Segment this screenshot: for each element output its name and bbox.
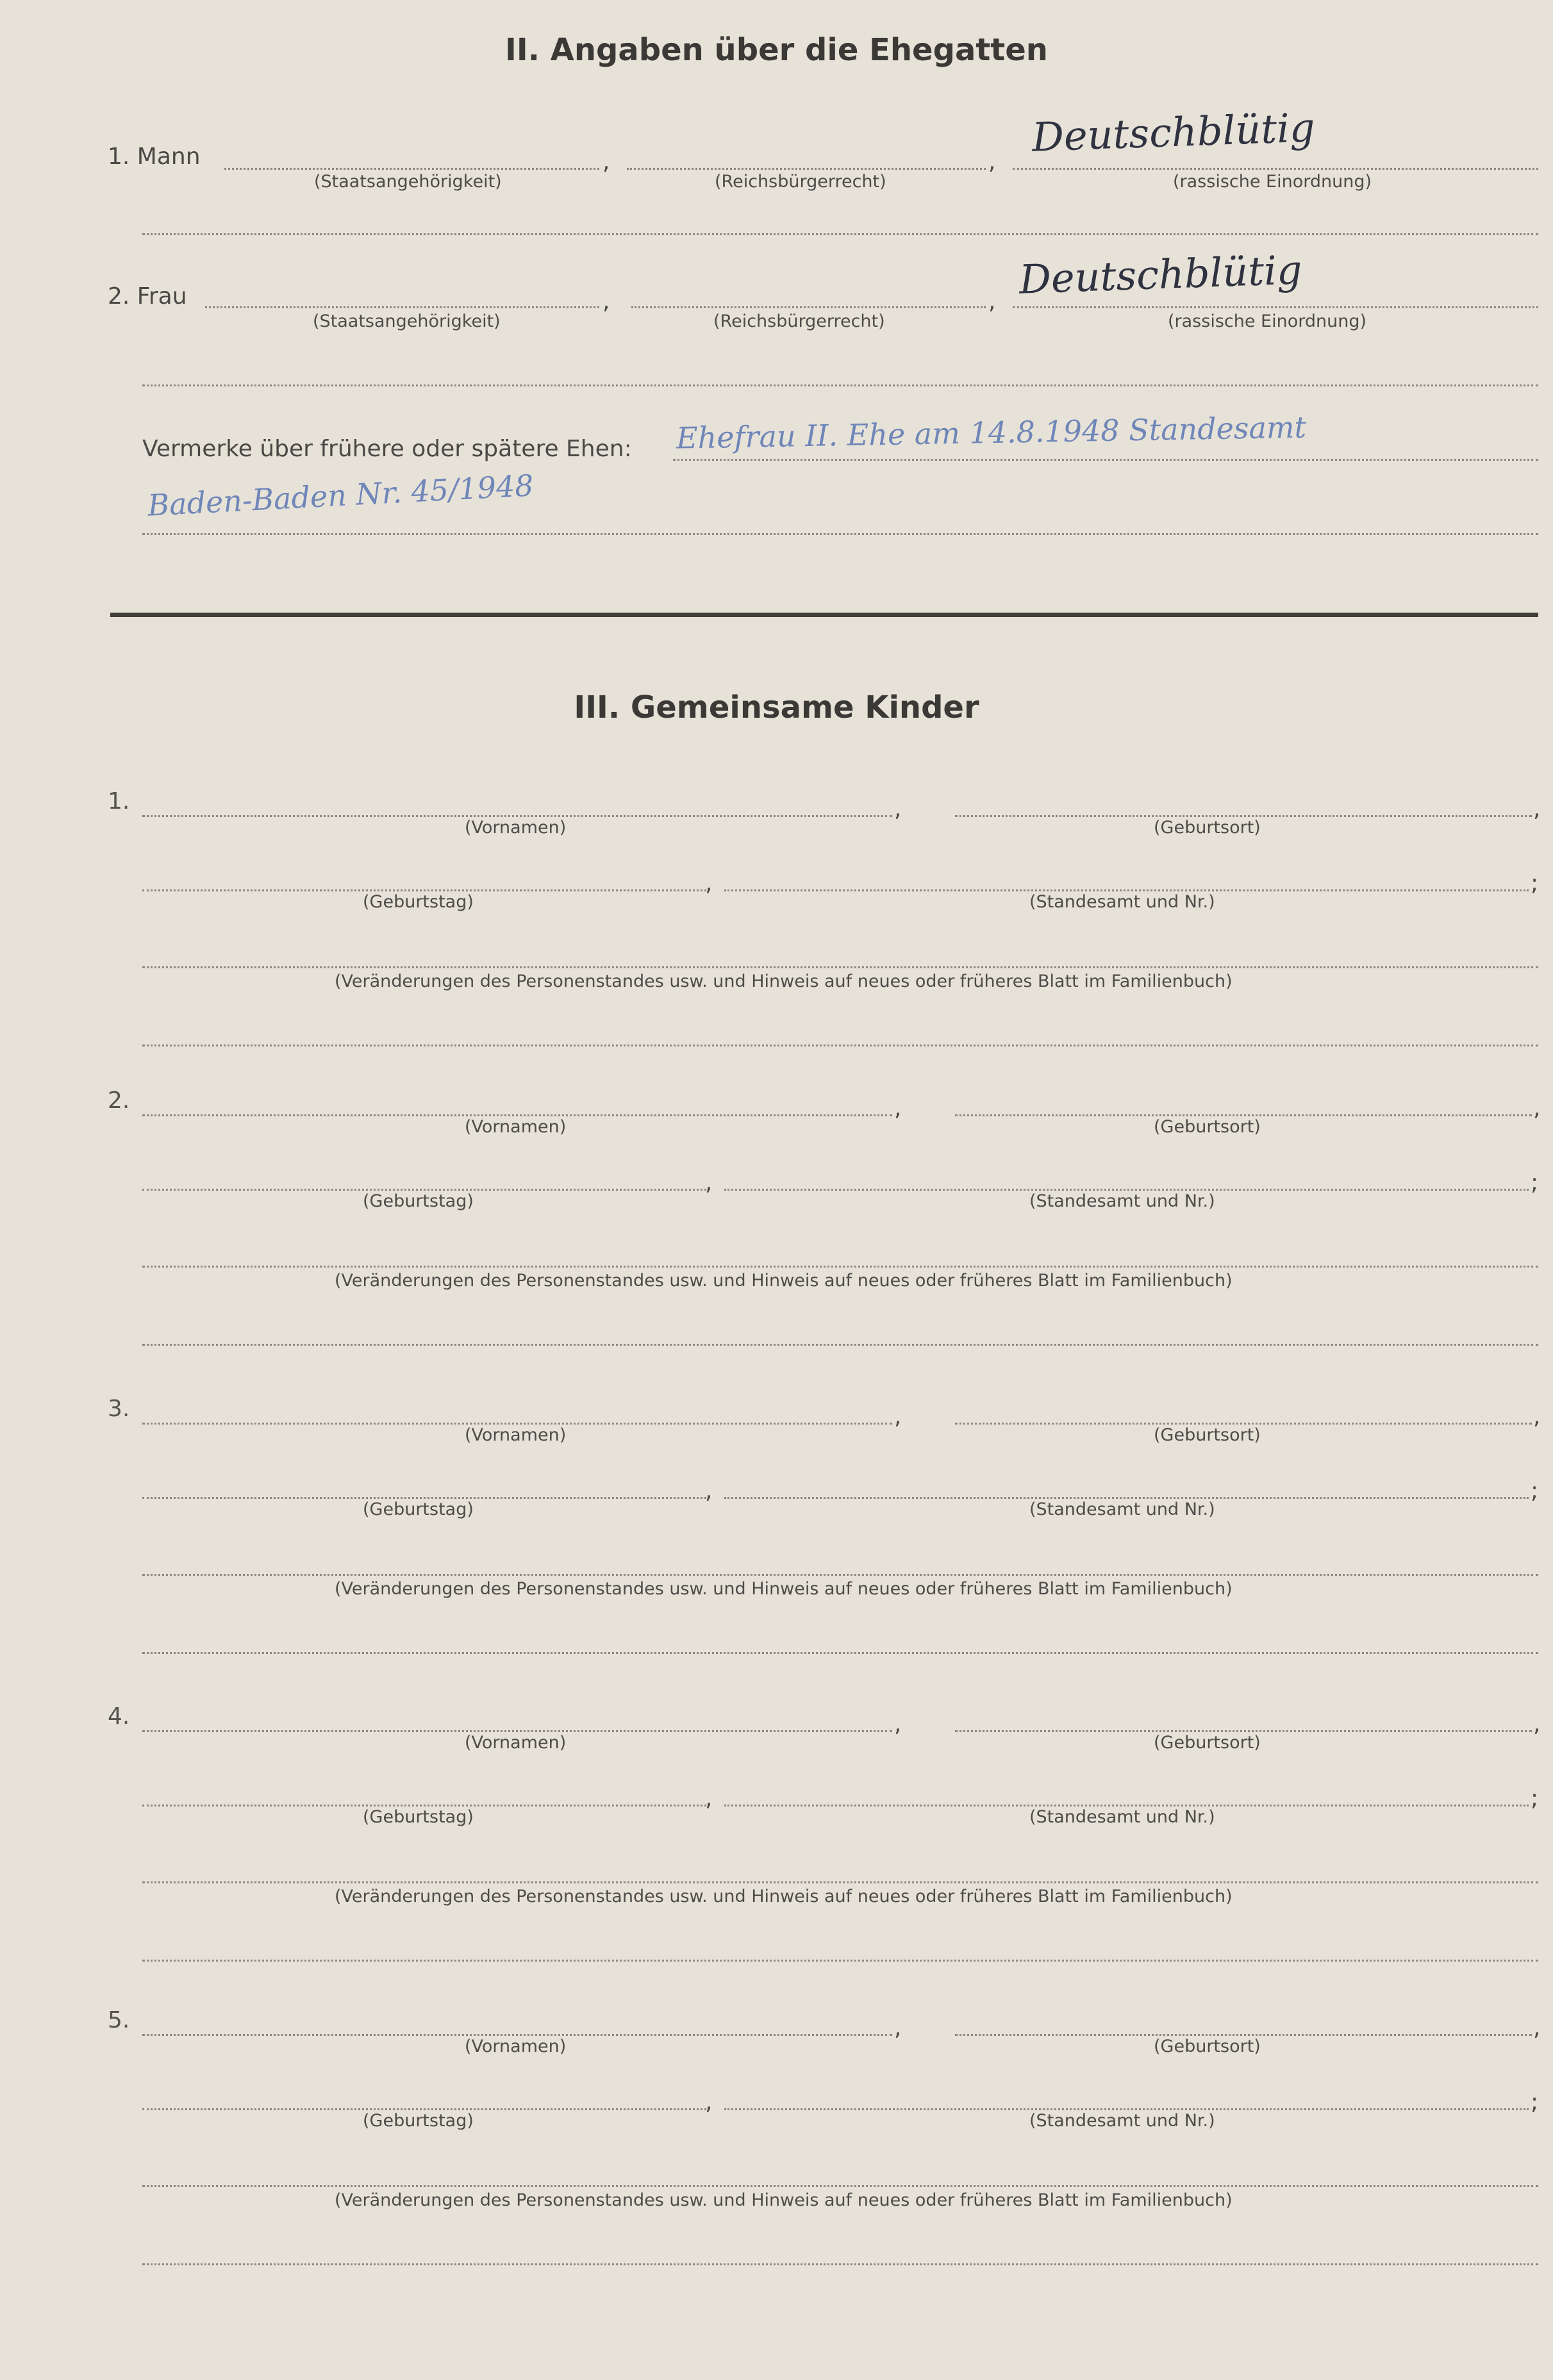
comma: , xyxy=(602,288,610,315)
semicolon: ; xyxy=(1531,870,1539,897)
caption-geburtstag: (Geburtstag) xyxy=(363,2111,474,2131)
child-number: 1. xyxy=(108,788,130,814)
comma: , xyxy=(602,149,610,175)
caption-geburtstag: (Geburtstag) xyxy=(363,1191,474,1211)
comma: , xyxy=(894,1095,902,1121)
frau-reich-field[interactable] xyxy=(631,306,986,308)
child-geburtstag-field[interactable] xyxy=(142,889,706,891)
comma: , xyxy=(894,1711,902,1737)
comma: , xyxy=(705,1478,713,1504)
caption-geburtsort: (Geburtsort) xyxy=(1154,1117,1261,1137)
frau-extra-line[interactable] xyxy=(142,384,1538,386)
child-vornamen-field[interactable] xyxy=(142,815,892,817)
child-extra-line[interactable] xyxy=(142,1652,1538,1654)
caption-vornamen: (Vornamen) xyxy=(465,1425,567,1445)
caption-vornamen: (Vornamen) xyxy=(465,2037,567,2056)
frau-staat-field[interactable] xyxy=(205,306,599,308)
caption-standesamt: (Standesamt und Nr.) xyxy=(1029,1191,1215,1211)
comma: , xyxy=(705,1169,713,1196)
caption-veraenderungen: (Veränderungen des Personenstandes usw. und Hinweis auf neues oder früheres Blatt im Familienbuch) xyxy=(335,1579,1233,1599)
comma: , xyxy=(1533,2015,1541,2041)
comma: , xyxy=(705,2089,713,2115)
vermerke-handwriting-1: Ehefrau II. Ehe am 14.8.1948 Standesamt xyxy=(676,409,1307,456)
caption-geburtsort: (Geburtsort) xyxy=(1154,1733,1261,1753)
caption-standesamt: (Standesamt und Nr.) xyxy=(1029,1500,1215,1519)
child-number: 5. xyxy=(108,2007,130,2033)
vermerke-line-1[interactable] xyxy=(673,459,1538,461)
frau-rass-handwriting: Deutschblütig xyxy=(1018,246,1303,303)
mann-extra-line[interactable] xyxy=(142,233,1538,235)
child-vornamen-field[interactable] xyxy=(142,1730,892,1732)
child-standesamt-field[interactable] xyxy=(724,1805,1529,1806)
comma: , xyxy=(988,288,996,315)
mann-rass-field[interactable] xyxy=(1013,168,1538,170)
child-geburtstag-field[interactable] xyxy=(142,1497,706,1499)
child-standesamt-field[interactable] xyxy=(724,2108,1529,2110)
comma: , xyxy=(1533,1711,1541,1737)
child-geburtsort-field[interactable] xyxy=(955,815,1532,817)
child-extra-line[interactable] xyxy=(142,1960,1538,1962)
child-extra-line[interactable] xyxy=(142,2263,1538,2265)
section-divider xyxy=(110,613,1538,617)
caption-reich: (Reichsbürgerrecht) xyxy=(715,172,886,192)
child-vornamen-field[interactable] xyxy=(142,1423,892,1425)
comma: , xyxy=(1533,1095,1541,1121)
section-3-title: III. Gemeinsame Kinder xyxy=(574,690,979,725)
semicolon: ; xyxy=(1531,2089,1539,2115)
child-extra-line[interactable] xyxy=(142,1045,1538,1046)
caption-vornamen: (Vornamen) xyxy=(465,1117,567,1137)
semicolon: ; xyxy=(1531,1785,1539,1812)
child-vornamen-field[interactable] xyxy=(142,1114,892,1116)
semicolon: ; xyxy=(1531,1169,1539,1196)
child-veraenderungen-field[interactable] xyxy=(142,1881,1538,1883)
child-geburtstag-field[interactable] xyxy=(142,1189,706,1191)
child-number: 2. xyxy=(108,1087,130,1114)
caption-standesamt: (Standesamt und Nr.) xyxy=(1029,892,1215,912)
caption-geburtsort: (Geburtsort) xyxy=(1154,1425,1261,1445)
child-geburtstag-field[interactable] xyxy=(142,2108,706,2110)
mann-staat-field[interactable] xyxy=(224,168,599,170)
caption-standesamt: (Standesamt und Nr.) xyxy=(1029,1807,1215,1827)
caption-geburtstag: (Geburtstag) xyxy=(363,1500,474,1519)
caption-vornamen: (Vornamen) xyxy=(465,1733,567,1753)
caption-geburtsort: (Geburtsort) xyxy=(1154,2037,1261,2056)
comma: , xyxy=(894,2015,902,2041)
section-2-title: II. Angaben über die Ehegatten xyxy=(505,32,1048,68)
child-geburtsort-field[interactable] xyxy=(955,1730,1532,1732)
caption-geburtstag: (Geburtstag) xyxy=(363,892,474,912)
comma: , xyxy=(705,870,713,897)
caption-reich: (Reichsbürgerrecht) xyxy=(713,311,885,331)
caption-vornamen: (Vornamen) xyxy=(465,818,567,838)
child-standesamt-field[interactable] xyxy=(724,889,1529,891)
child-vornamen-field[interactable] xyxy=(142,2034,892,2036)
caption-rass: (rassische Einordnung) xyxy=(1173,172,1372,192)
mann-label: 1. Mann xyxy=(108,144,201,170)
comma: , xyxy=(894,1403,902,1430)
child-veraenderungen-field[interactable] xyxy=(142,966,1538,968)
mann-rass-handwriting: Deutschblütig xyxy=(1031,104,1316,161)
child-geburtsort-field[interactable] xyxy=(955,2034,1532,2036)
caption-standesamt: (Standesamt und Nr.) xyxy=(1029,2111,1215,2131)
child-veraenderungen-field[interactable] xyxy=(142,1574,1538,1576)
caption-geburtsort: (Geburtsort) xyxy=(1154,818,1261,838)
comma: , xyxy=(988,149,996,175)
semicolon: ; xyxy=(1531,1478,1539,1504)
child-standesamt-field[interactable] xyxy=(724,1497,1529,1499)
child-standesamt-field[interactable] xyxy=(724,1189,1529,1191)
caption-staat: (Staatsangehörigkeit) xyxy=(313,311,501,331)
vermerke-line-2[interactable] xyxy=(142,533,1538,535)
caption-veraenderungen: (Veränderungen des Personenstandes usw. und Hinweis auf neues oder früheres Blatt im Familienbuch) xyxy=(335,1887,1233,1906)
child-number: 4. xyxy=(108,1703,130,1730)
child-extra-line[interactable] xyxy=(142,1344,1538,1346)
vermerke-label: Vermerke über frühere oder spätere Ehen: xyxy=(142,436,632,462)
caption-veraenderungen: (Veränderungen des Personenstandes usw. und Hinweis auf neues oder früheres Blatt im Familienbuch) xyxy=(335,1271,1233,1291)
frau-label: 2. Frau xyxy=(108,283,187,310)
child-geburtstag-field[interactable] xyxy=(142,1805,706,1806)
child-geburtsort-field[interactable] xyxy=(955,1114,1532,1116)
frau-rass-field[interactable] xyxy=(1013,306,1538,308)
caption-rass: (rassische Einordnung) xyxy=(1168,311,1366,331)
comma: , xyxy=(1533,1403,1541,1430)
child-veraenderungen-field[interactable] xyxy=(142,2185,1538,2187)
vermerke-handwriting-2: Baden-Baden Nr. 45/1948 xyxy=(146,468,535,523)
caption-staat: (Staatsangehörigkeit) xyxy=(314,172,502,192)
caption-geburtstag: (Geburtstag) xyxy=(363,1807,474,1827)
child-number: 3. xyxy=(108,1396,130,1422)
caption-veraenderungen: (Veränderungen des Personenstandes usw. und Hinweis auf neues oder früheres Blatt im Familienbuch) xyxy=(335,2190,1233,2210)
caption-veraenderungen: (Veränderungen des Personenstandes usw. und Hinweis auf neues oder früheres Blatt im Familienbuch) xyxy=(335,971,1233,991)
comma: , xyxy=(894,796,902,822)
child-geburtsort-field[interactable] xyxy=(955,1423,1532,1425)
mann-reich-field[interactable] xyxy=(627,168,986,170)
comma: , xyxy=(1533,796,1541,822)
comma: , xyxy=(705,1785,713,1812)
child-veraenderungen-field[interactable] xyxy=(142,1266,1538,1268)
